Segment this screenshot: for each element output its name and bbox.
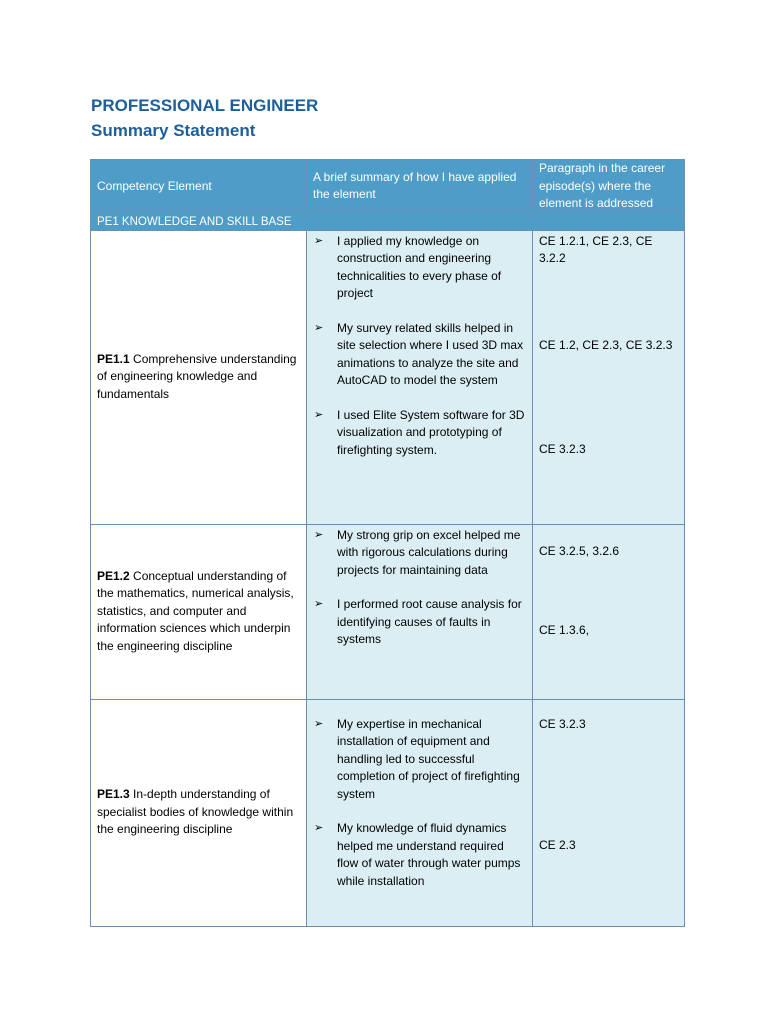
competency-text: In-depth understanding of specialist bodies of knowledge within the engineering discipline	[97, 787, 294, 837]
paragraph-cell	[533, 524, 685, 699]
paragraph-cell	[533, 699, 685, 926]
column-header-competency: Competency Element	[91, 160, 307, 214]
paragraph-ref: CE 1.2, CE 2.3, CE 3.2.3	[539, 337, 673, 352]
arrow-bullet-icon: ➢	[314, 234, 324, 247]
competency-code: PE1.2	[97, 568, 130, 583]
list-item	[313, 527, 526, 580]
summary-cell	[307, 230, 533, 524]
arrow-bullet-icon: ➢	[314, 822, 324, 834]
paragraph-ref: CE 3.2.3	[539, 716, 586, 731]
competency-cell	[91, 230, 307, 524]
table-row	[91, 524, 685, 699]
summary-text: I used Elite System software for 3D visualization and prototyping of firefighting system.	[337, 407, 525, 457]
competency-text: Comprehensive understanding of engineering knowledge and fundamentals	[97, 351, 297, 401]
page-subtitle: Summary Statement	[91, 121, 256, 140]
competency-text: Conceptual understanding of the mathematics, numerical analysis, statistics, and computer and information sciences which underpin the engineering discipline	[97, 568, 294, 653]
arrow-bullet-icon: ➢	[314, 717, 324, 730]
table-row	[91, 699, 685, 926]
paragraph-ref: CE 1.3.6,	[539, 623, 590, 637]
paragraph-ref: CE 3.2.3	[539, 442, 586, 456]
list-item	[313, 320, 526, 390]
page-title: PROFESSIONAL ENGINEER	[91, 96, 319, 115]
list-item	[313, 233, 526, 303]
competency-cell	[91, 524, 307, 699]
list-item	[313, 596, 526, 649]
table-header-row	[91, 160, 685, 214]
summary-text: My knowledge of fluid dynamics helped me understand required flow of water through water pumps while installation	[337, 821, 521, 888]
list-item	[313, 820, 526, 890]
list-item	[313, 407, 526, 460]
summary-text: My strong grip on excel helped me with rigorous calculations during projects for maintaining data	[337, 527, 521, 577]
summary-text: I performed root cause analysis for identifying causes of faults in systems	[337, 597, 522, 646]
competency-code: PE1.3	[97, 787, 130, 802]
summary-cell	[307, 524, 533, 699]
competency-code: PE1.1	[97, 351, 130, 366]
table-row	[91, 230, 685, 524]
column-header-summary: A brief summary of how I have applied the element	[307, 160, 533, 214]
summary-text: My survey related skills helped in site selection where I used 3D max animations to analyze the site and AutoCAD to model the system	[337, 320, 524, 387]
arrow-bullet-icon: ➢	[314, 408, 324, 421]
paragraph-ref: CE 1.2.1, CE 2.3, CE 3.2.2	[539, 233, 653, 265]
arrow-bullet-icon: ➢	[314, 598, 324, 610]
summary-text: My expertise in mechanical installation of equipment and handling led to successful completion of project of firefighting system	[337, 716, 520, 801]
section-row	[91, 213, 685, 230]
section-title: PE1 KNOWLEDGE AND SKILL BASE	[91, 213, 685, 230]
list-item	[313, 716, 526, 804]
paragraph-ref: CE 2.3	[539, 838, 576, 852]
summary-table	[90, 159, 685, 927]
summary-cell	[307, 699, 533, 926]
summary-text: I applied my knowledge on construction and engineering technicalities to every phase of project	[337, 233, 502, 300]
paragraph-cell	[533, 230, 685, 524]
column-header-paragraph: Paragraph in the career episode(s) where the element is addressed	[533, 160, 685, 214]
paragraph-ref: CE 3.2.5, 3.2.6	[539, 543, 620, 558]
arrow-bullet-icon: ➢	[314, 321, 324, 334]
arrow-bullet-icon: ➢	[314, 528, 324, 541]
competency-cell	[91, 699, 307, 926]
